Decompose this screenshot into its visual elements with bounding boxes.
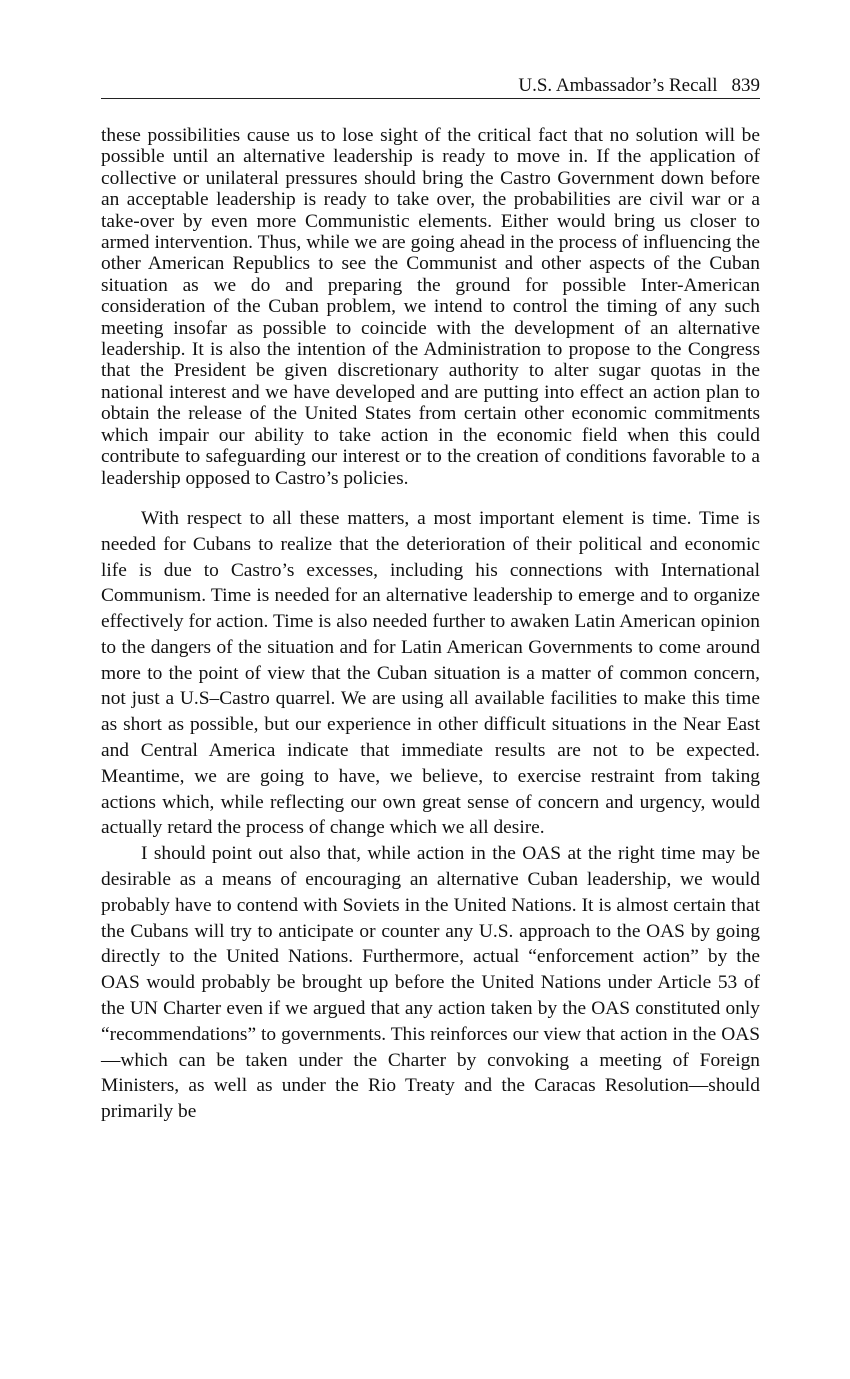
page-number: 839 <box>731 75 760 96</box>
body-text <box>101 125 760 1125</box>
document-page <box>101 74 760 1125</box>
paragraph-2: With respect to all these matters, a most important element is time. Time is needed for Cubans to realize that the deterioration of their political and economic life is due to Castro’s excesses, including his connections with International Communism. Time is needed for an alternative leadership to emerge and to organize effectively for action. Time is also needed further to awaken Latin American opinion to the dangers of the situation and for Latin American Governments to come around more to the point of view that the Cuban situation is a matter of common concern, not just a U.S–Castro quarrel. We are using all available facilities to make this time as short as possible, but our experience in other difficult situations in the Near East and Central America indicate that immediate results are not to be expected. Meantime, we are going to have, we believe, to exercise restraint from taking actions which, while reflecting our own great sense of concern and urgency, would actually retard the process of change which we all desire. <box>101 507 760 839</box>
running-head-title: U.S. Ambassador’s Recall <box>518 75 718 96</box>
paragraph-3: I should point out also that, while action in the OAS at the right time may be desirable as a means of encouraging an alternative Cuban leadership, we would probably have to contend with Soviets in the United Nations. It is almost certain that the Cubans will try to anticipate or counter any U.S. approach to the OAS by going directly to the United Nations. Furthermore, actual “enforcement action” by the OAS would probably be brought up before the United Nations under Article 53 of the UN Charter even if we argued that any action taken by the OAS constituted only “recommendations” to governments. This reinforces our view that action in the OAS—which can be taken under the Charter by convoking a meeting of Foreign Ministers, as well as under the Rio Treaty and the Caracas Resolution—should primarily be <box>101 843 760 1123</box>
paragraph-1: these possibilities cause us to lose sight of the critical fact that no solution will be possible until an alternative leadership is ready to move in. If the application of collective or unilateral pressures should bring the Castro Government down before an acceptable leadership is ready to take over, the probabilities are civil war or a take-over by even more Communistic elements. Either would bring us closer to armed intervention. Thus, while we are going ahead in the process of influencing the other American Republics to see the Communist and other aspects of the Cuban situation as we do and preparing the ground for possible Inter-American consideration of the Cuban problem, we intend to control the timing of any such meeting insofar as possible to coincide with the development of an alternative leadership. It is also the intention of the Administration to propose to the Congress that the President be given discretionary authority to alter sugar quotas in the national interest and we have developed and are putting into effect an action plan to obtain the release of the United States from certain other economic commitments which impair our ability to take action in the economic field when this could contribute to safeguarding our interest or to the creation of conditions favorable to a leadership opposed to Castro’s policies. <box>101 125 760 489</box>
running-head <box>101 74 760 99</box>
